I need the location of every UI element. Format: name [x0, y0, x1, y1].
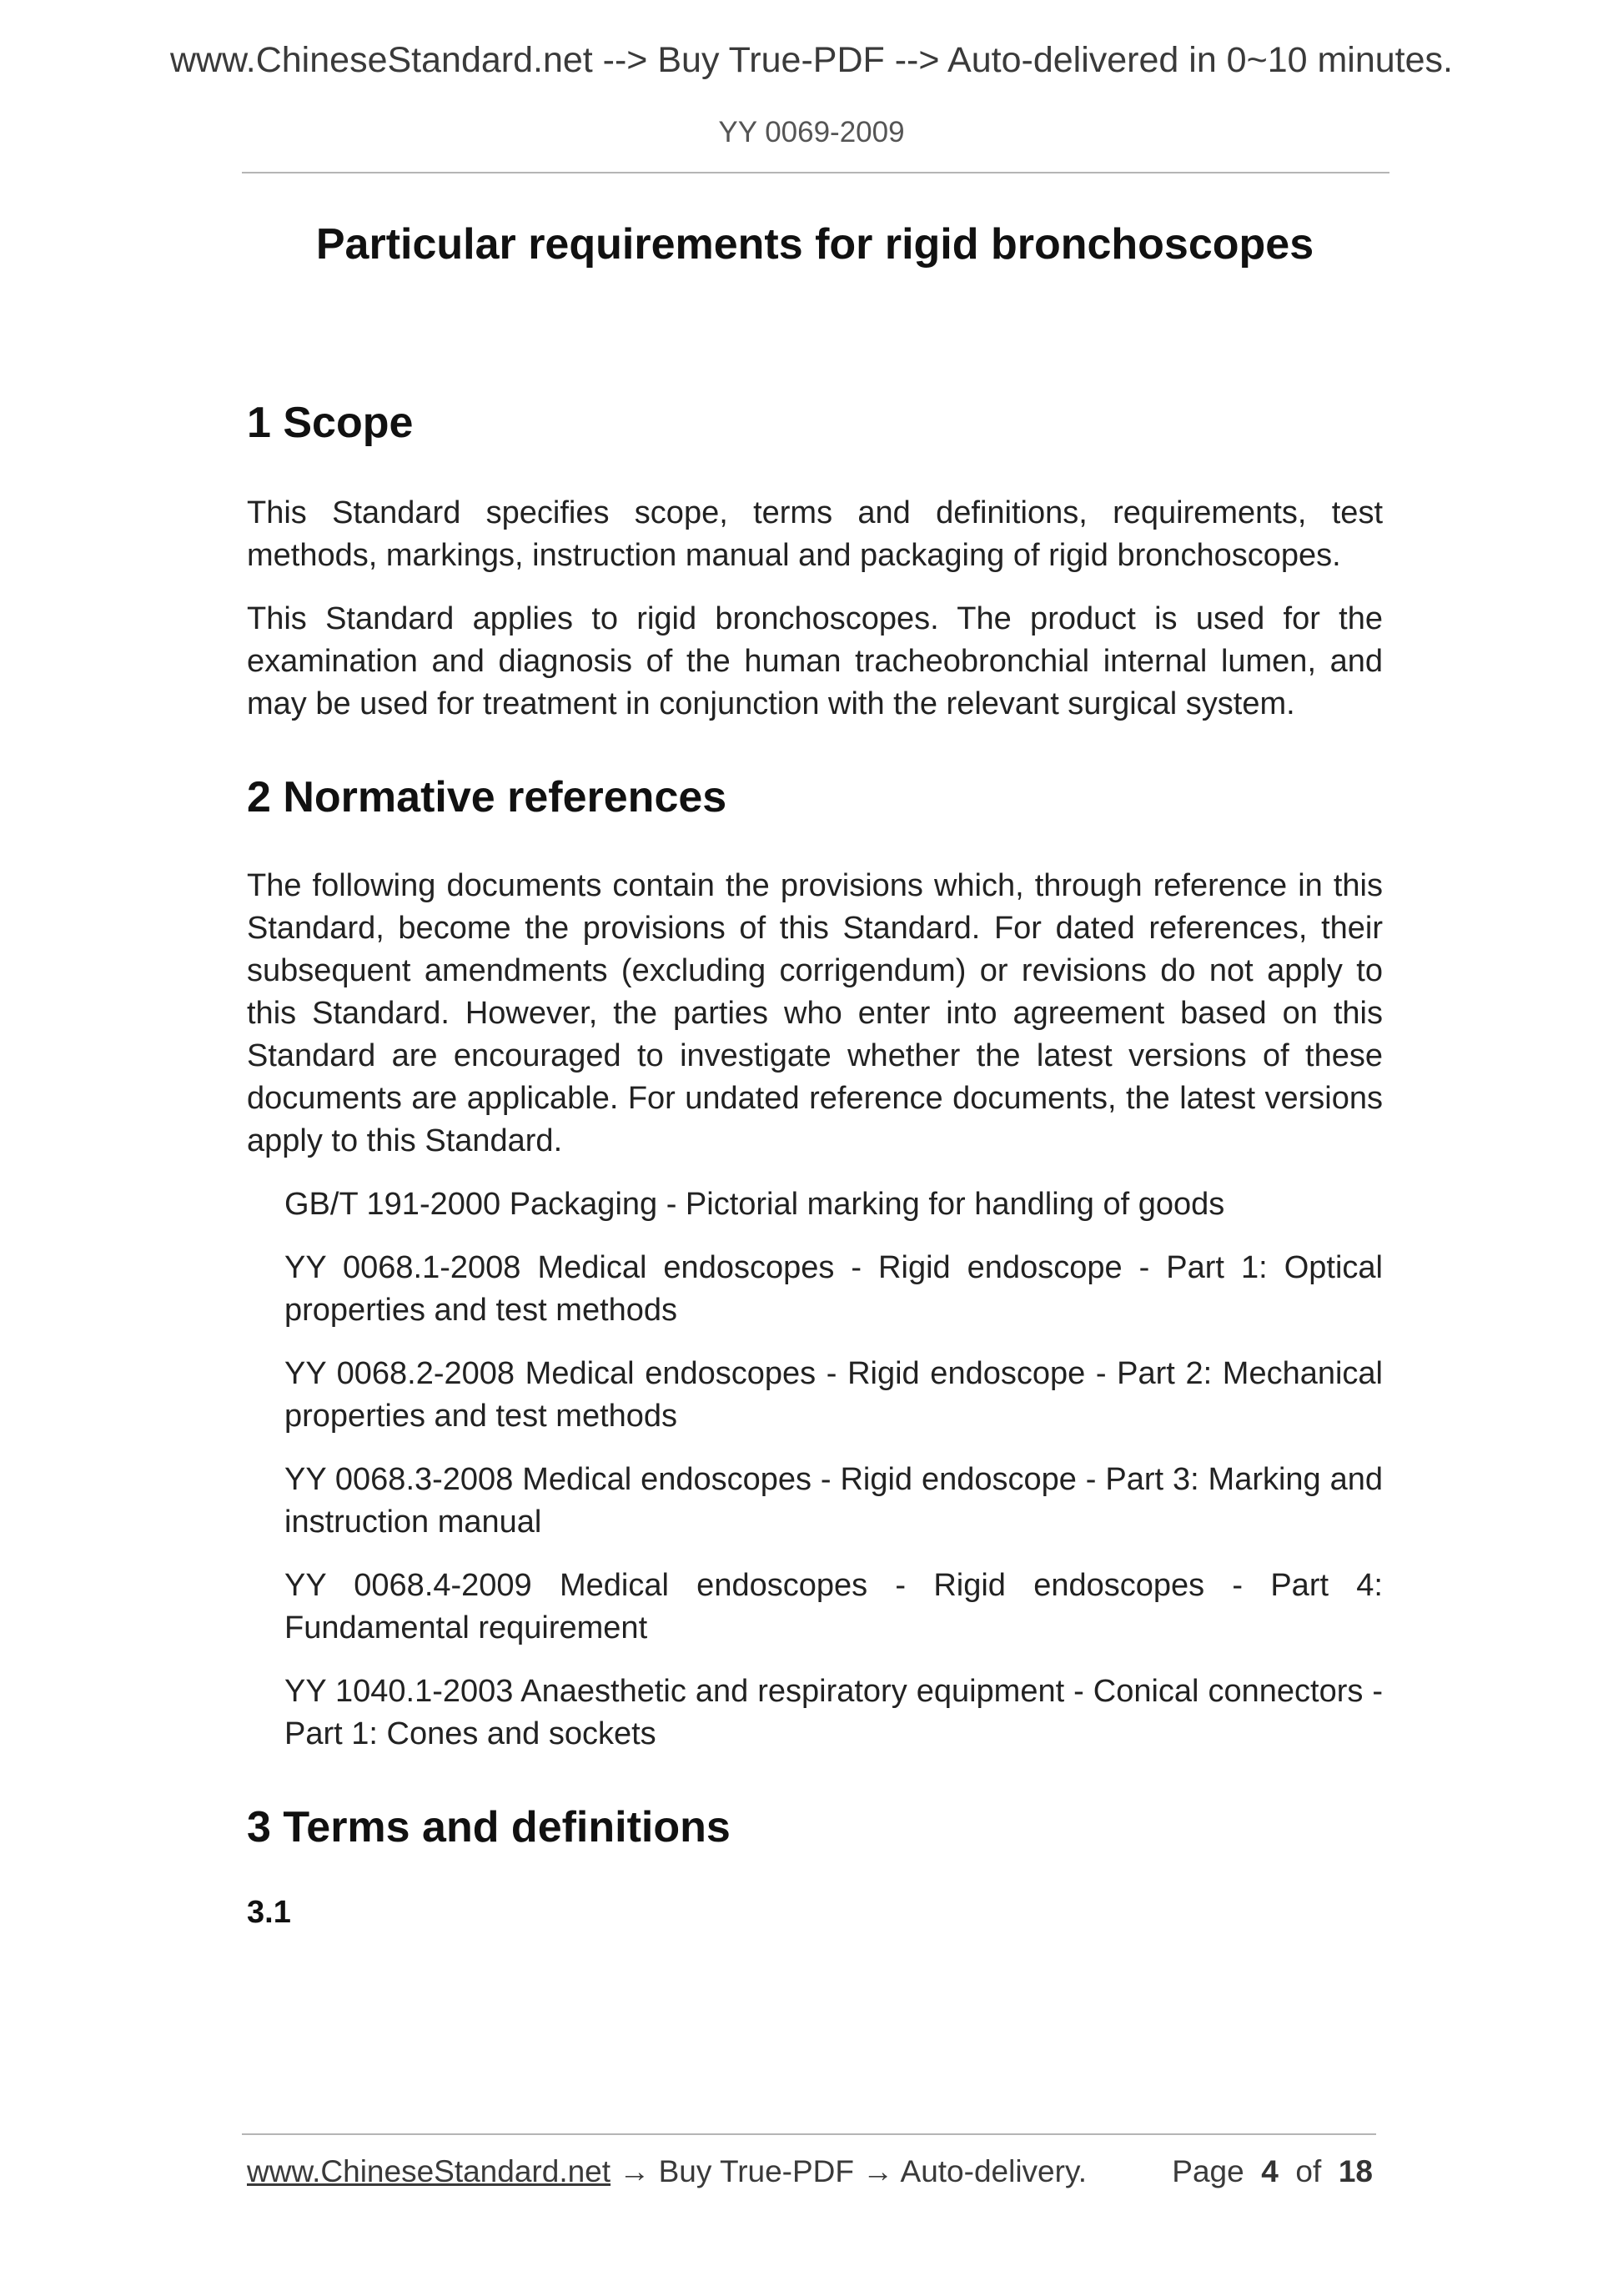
- page-word: Page: [1172, 2154, 1244, 2188]
- header-divider: [242, 172, 1389, 173]
- footer-site-link[interactable]: www.ChineseStandard.net: [247, 2154, 611, 2188]
- section-heading-terms-and-definitions: 3 Terms and definitions: [247, 1802, 731, 1851]
- section-heading-scope: 1 Scope: [247, 398, 414, 447]
- footer-tagline: → Buy True-PDF → Auto-delivery.: [611, 2154, 1087, 2188]
- page-title: Particular requirements for rigid bronchoscopes: [315, 220, 1314, 269]
- page-content: [247, 217, 1383, 1931]
- normative-intro-paragraph: The following documents contain the provisions which, through reference in this Standard, become the provisions of this Standard. For dated references, their subsequent amendments (excluding corrigendum) or revisions do not apply to this Standard. However, the parties who enter into agreement based on this Standard are encouraged to investigate whether the latest versions of these documents are applicable. For undated reference documents, the latest versions apply to this Standard.: [247, 867, 1383, 1158]
- reference-item: YY 0068.1-2008 Medical endoscopes - Rigid endoscope - Part 1: Optical properties and test methods: [284, 1249, 1383, 1328]
- reference-item: YY 0068.4-2009 Medical endoscopes - Rigid endoscopes - Part 4: Fundamental requirement: [284, 1567, 1383, 1645]
- page-number: 4: [1261, 2154, 1279, 2188]
- scope-paragraph: This Standard applies to rigid bronchoscopes. The product is used for the examination and diagnosis of the human tracheobronchial internal lumen, and may be used for treatment in conjunction with the relevant surgical system.: [247, 600, 1383, 721]
- reference-item: YY 0068.2-2008 Medical endoscopes - Rigid endoscope - Part 2: Mechanical properties and test methods: [284, 1355, 1383, 1434]
- footer-left: [247, 2154, 1087, 2189]
- scope-paragraph: This Standard specifies scope, terms and definitions, requirements, test methods, markings, instruction manual and packaging of rigid bronchoscopes.: [247, 495, 1383, 573]
- footer-divider: [242, 2133, 1376, 2135]
- subsection-number: 3.1: [247, 1894, 291, 1930]
- of-word: of: [1295, 2154, 1322, 2188]
- document-code: YY 0069-2009: [718, 116, 905, 148]
- reference-item: YY 0068.3-2008 Medical endoscopes - Rigid endoscope - Part 3: Marking and instruction manual: [284, 1461, 1383, 1540]
- reference-item: YY 1040.1-2003 Anaesthetic and respiratory equipment - Conical connectors - Part 1: Cones and sockets: [284, 1673, 1383, 1751]
- reference-item: GB/T 191-2000 Packaging - Pictorial marking for handling of goods: [284, 1186, 1225, 1222]
- section-heading-normative-references: 2 Normative references: [247, 772, 727, 821]
- page-indicator: [1172, 2154, 1373, 2189]
- top-banner: www.ChineseStandard.net --> Buy True-PDF --> Auto-delivered in 0~10 minutes.: [169, 40, 1453, 80]
- total-pages: 18: [1338, 2154, 1373, 2188]
